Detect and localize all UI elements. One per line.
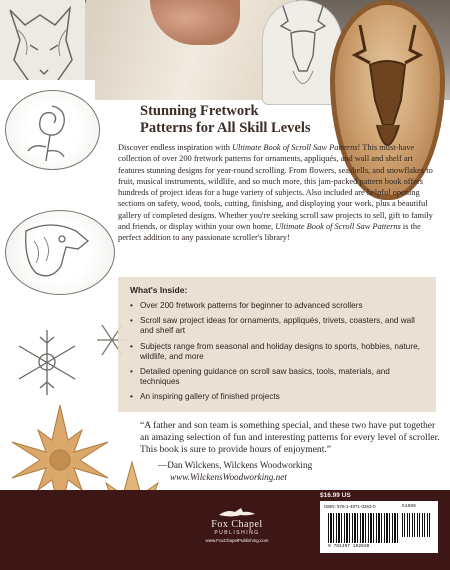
publisher-sub: PUBLISHING <box>214 530 260 536</box>
bullet-icon: • <box>130 316 133 326</box>
bullet-icon: • <box>130 367 133 377</box>
list-item-text: Over 200 fretwork patterns for beginner to advanced scrollers <box>140 301 363 310</box>
price-code: 51699 <box>402 504 416 509</box>
endorsement-quote: “A father and son team is something special, and these two have put together an amazing selection of fun and interesting patterns for every level of scroller. This book is sure to provide hours of enjoyment.” <box>140 420 440 455</box>
book-title-2: Ultimate Book of Scroll Saw Patterns <box>275 222 401 232</box>
list-item-text: An inspiring gallery of finished projects <box>140 392 280 402</box>
eagle-pattern-image <box>5 210 115 295</box>
list-item-text: Scroll saw project ideas for ornaments, appliqués, trivets, coasters, and wall and shelf art <box>140 316 415 336</box>
whats-inside-box <box>118 277 436 412</box>
quote-url: www.WilckensWoodworking.net <box>170 472 287 482</box>
list-item-text: Subjects range from seasonal and holiday designs to sports, hobbies, nature, wildlife, and more <box>140 341 420 361</box>
snowflake-pattern-image <box>10 325 85 400</box>
bullet-icon: • <box>130 341 133 351</box>
list-item-text: Detailed opening guidance on scroll saw basics, tools, materials, and techniques <box>140 367 390 387</box>
intro-text-1: Discover endless inspiration with <box>118 143 232 152</box>
bullet-icon: • <box>130 392 133 402</box>
book-title: Ultimate Book of Scroll Saw Patterns <box>231 143 358 152</box>
whats-inside-title: What's Inside: <box>130 285 188 295</box>
rose-pattern-image <box>5 90 100 170</box>
publisher-url: www.FoxChapelPublishing.com <box>205 538 269 543</box>
page-headline <box>140 103 340 137</box>
price-label: $16.99 US <box>320 492 351 499</box>
list-item <box>130 392 424 402</box>
intro-text-3: is the perfect addition to any passionate scroller's library! <box>118 222 421 243</box>
list-item <box>130 316 424 336</box>
isbn-label: ISBN: 978-1-4971-0263-0 <box>324 504 376 509</box>
list-item <box>130 301 424 311</box>
fox-icon <box>217 505 257 519</box>
whats-inside-list <box>130 301 424 403</box>
barcode-number: 9 781497 102630 <box>328 544 370 549</box>
barcode-image <box>328 513 398 543</box>
intro-paragraph <box>118 142 436 244</box>
publisher-logo <box>192 505 282 543</box>
headline-line-2: Patterns for All Skill Levels <box>140 120 311 136</box>
price-barcode-image <box>402 513 430 537</box>
intro-text-2: ! This must-have collection of over 200 fretwork patterns for ornaments, appliqués, and wall and shelf art features stunning designs for year-round scrolling. From flowers, seashells, and snowflakes to fruit, musical instruments, wildlife, and so much more, this jam-packed pattern book offers hundreds of project ideas for a huge variety of subjects. Also included are helpful opening sections on safety, wood, tools, cutting, finishing, and displaying your work, plus a beautiful gallery of completed designs. Whether you're seeking scroll saw projects to sell, gift to family and friends, or display within your own home, <box>118 143 433 232</box>
headline-line-1: Stunning Fretwork <box>140 103 259 119</box>
left-pattern-column <box>0 80 95 420</box>
quote-author: —Dan Wilckens, Wilckens Woodworking <box>158 460 313 470</box>
list-item <box>130 342 424 362</box>
barcode-box <box>320 501 438 553</box>
list-item <box>130 367 424 387</box>
bullet-icon: • <box>130 301 133 310</box>
publisher-name: Fox Chapel <box>211 519 263 530</box>
